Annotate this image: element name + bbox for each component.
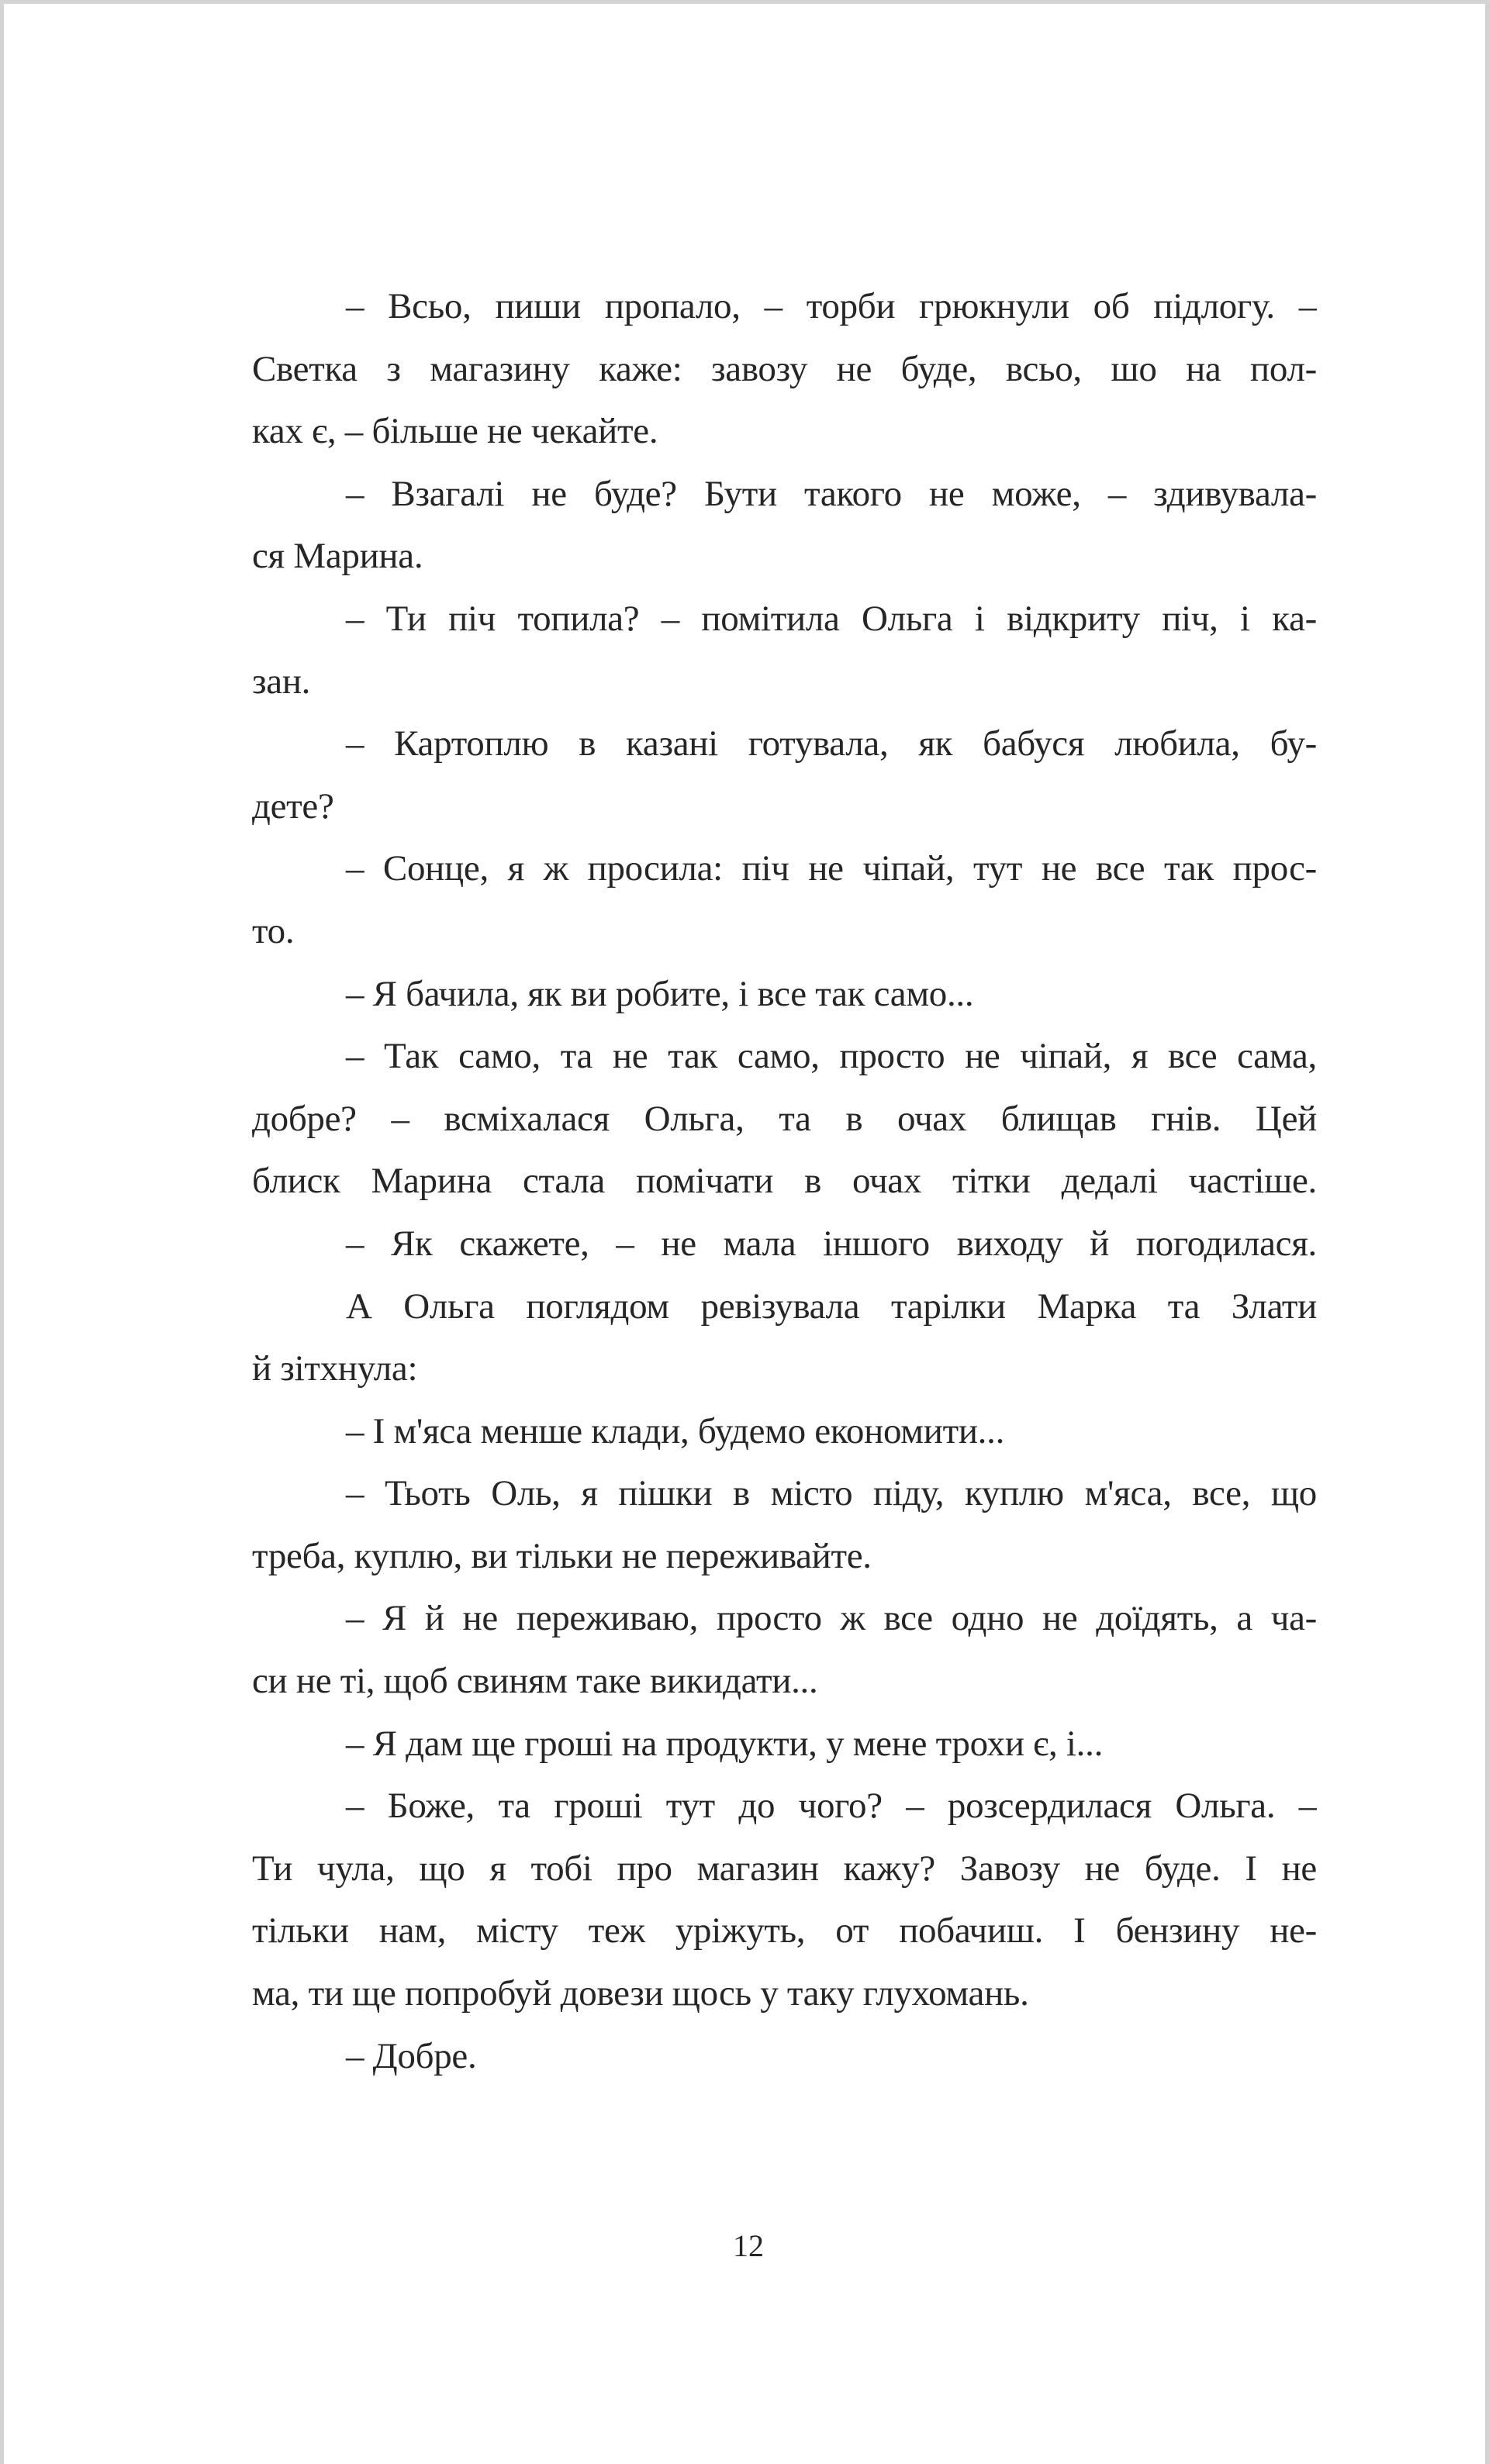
- text-line: ма, ти ще попробуй довези щось у таку глухомань.: [252, 1973, 1029, 2014]
- text-line: Ти чула, що я тобі про магазин кажу? Завозу не буде. І не: [252, 1848, 1317, 1889]
- text-line: – Боже, та гроші тут до чого? – розсердилася Ольга. –: [346, 1786, 1317, 1827]
- text-line: Светка з магазину каже: завозу не буде, всьо, шо на пол-: [252, 348, 1317, 389]
- text-line: – Як скажете, – не мала іншого виходу й погодилася.: [346, 1223, 1317, 1264]
- text-line: блиск Марина стала помічати в очах тітки дедалі частіше.: [252, 1161, 1317, 1202]
- body-text: [252, 275, 1317, 2087]
- text-line: треба, куплю, ви тільки не переживайте.: [252, 1535, 872, 1576]
- text-line: – Так само, та не так само, просто не чіпай, я все сама,: [346, 1036, 1317, 1077]
- text-line: то.: [252, 910, 295, 951]
- text-line: й зітхнула:: [252, 1348, 418, 1389]
- text-line: – Тьоть Оль, я пішки в місто піду, куплю м'яса, все, що: [346, 1473, 1317, 1514]
- text-line: – Взагалі не буде? Бути такого не може, – здивувала-: [346, 473, 1317, 514]
- text-line: добре? – всміхалася Ольга, та в очах блищав гнів. Цей: [252, 1098, 1317, 1139]
- text-line: – Всьо, пиши пропало, – торби грюкнули об підлогу. –: [346, 286, 1317, 326]
- text-line: ках є, – більше не чекайте.: [252, 411, 658, 452]
- text-line: – Картоплю в казані готувала, як бабуся любила, бу-: [346, 723, 1317, 764]
- text-line: – Я дам ще гроші на продукти, у мене трохи є, і...: [346, 1723, 1104, 1764]
- text-line: – Добре.: [346, 2035, 477, 2076]
- text-line: зан.: [252, 661, 311, 702]
- text-line: – Ти піч топила? – помітила Ольга і відкриту піч, і ка-: [346, 598, 1317, 639]
- text-line: А Ольга поглядом ревізувала тарілки Марка та Злати: [346, 1285, 1317, 1327]
- text-line: ся Марина.: [252, 536, 423, 577]
- page-number: 12: [733, 2228, 764, 2263]
- text-line: си не ті, щоб свиням таке викидати...: [252, 1661, 818, 1702]
- text-line: – Сонце, я ж просила: піч не чіпай, тут не все так прос-: [346, 848, 1317, 889]
- text-line: тільки нам, місту теж уріжуть, от побачиш. І бензину не-: [252, 1910, 1317, 1952]
- text-line: – І м'яса менше клади, будемо економити...: [346, 1410, 1005, 1451]
- text-line: – Я й не переживаю, просто ж все одно не доїдять, а ча-: [346, 1598, 1317, 1639]
- text-line: – Я бачила, як ви робите, і все так само...: [346, 973, 974, 1014]
- text-line: дете?: [252, 785, 334, 827]
